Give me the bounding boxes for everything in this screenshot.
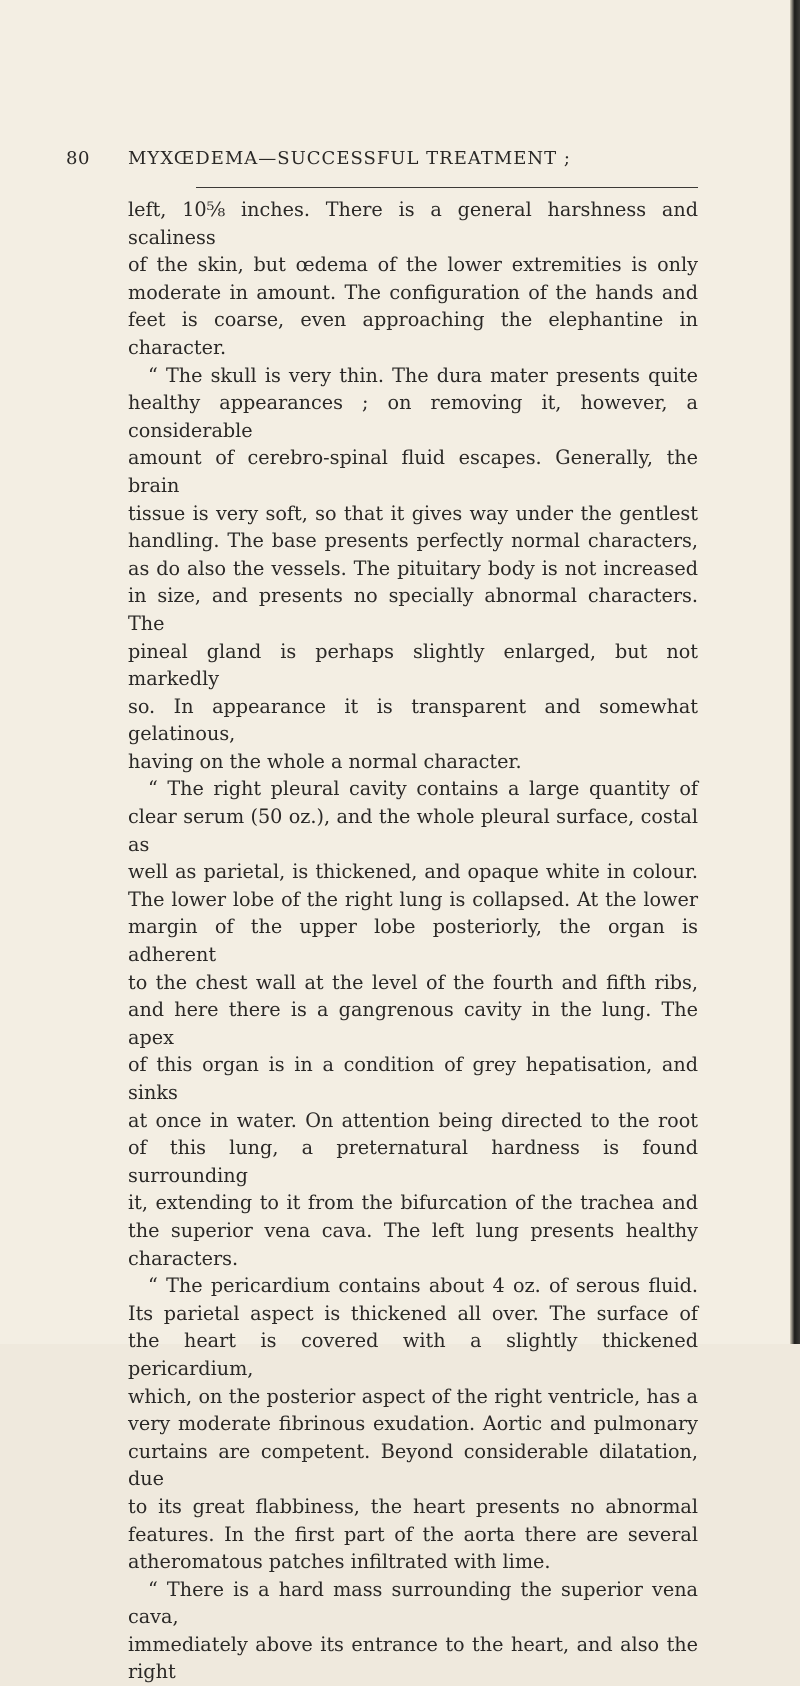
text-line: “ There is a hard mass surrounding the superior vena cava, [128,1577,698,1629]
text-line: feet is coarse, even approaching the elephantine in character. [128,308,698,359]
text-line: to the chest wall at the level of the fourth and fifth ribs, [128,970,698,994]
text-line: characters. [128,1246,239,1270]
page-edge [790,0,800,1344]
text-line: margin of the upper lobe posteriorly, the organ is adherent [128,915,698,967]
text-line: it, extending to it from the bifurcation of the trachea and [128,1191,698,1215]
text-line: features. In the first part of the aorta there are several [128,1522,698,1546]
text-line: atheromatous patches infiltrated with lime. [128,1550,551,1574]
text-line: as do also the vessels. The pituitary body is not increased [128,556,698,580]
running-head: MYXŒDEMA—SUCCESSFUL TREATMENT ; [128,148,571,169]
text-line: of this lung, a preternatural hardness is found surrounding [128,1136,698,1187]
text-line: clear serum (50 oz.), and the whole pleural surface, costal as [128,805,698,856]
page-number: 80 [66,148,90,169]
text-line: left, 10⅝ inches. There is a general harshness and scaliness [128,198,698,249]
text-line: so. In appearance it is transparent and somewhat gelatinous, [128,694,698,746]
body-text [128,196,698,1686]
text-line: “ The skull is very thin. The dura mater presents quite [148,363,698,387]
text-line: tissue is very soft, so that it gives way under the gentlest [128,501,698,525]
page-header [66,148,746,178]
text-line: and here there is a gangrenous cavity in the lung. The apex [128,998,698,1049]
text-line: at once in water. On attention being directed to the root [128,1108,698,1132]
text-line: having on the whole a normal character. [128,749,522,773]
text-line: very moderate fibrinous exudation. Aortic and pulmonary [128,1412,698,1436]
text-line: of the skin, but œdema of the lower extremities is only [128,253,698,277]
text-line: amount of cerebro-spinal fluid escapes. Generally, the brain [128,446,698,497]
text-line: the heart is covered with a slightly thickened pericardium, [128,1329,698,1380]
text-line: moderate in amount. The configuration of the hands and [128,280,698,304]
text-line: pineal gland is perhaps slightly enlarged, but not markedly [128,639,698,691]
text-line: immediately above its entrance to the heart, and also the right [128,1632,698,1684]
text-line: Its parietal aspect is thickened all over. The surface of [128,1301,698,1325]
text-line: of this organ is in a condition of grey hepatisation, and sinks [128,1053,698,1104]
text-line: The lower lobe of the right lung is collapsed. At the lower [128,887,698,911]
text-line: “ The pericardium contains about 4 oz. of serous fluid. [148,1274,698,1298]
header-rule [196,187,698,188]
text-line: healthy appearances ; on removing it, however, a considerable [128,391,698,442]
text-line: curtains are competent. Beyond considerable dilatation, due [128,1439,698,1491]
text-line: “ The right pleural cavity contains a large quantity of [148,777,698,801]
text-line: the superior vena cava. The left lung presents healthy [128,1218,698,1242]
text-line: well as parietal, is thickened, and opaque white in colour. [128,860,698,884]
text-line: to its great flabbiness, the heart presents no abnormal [128,1494,698,1518]
text-line: handling. The base presents perfectly normal characters, [128,529,698,553]
text-line: which, on the posterior aspect of the right ventricle, has a [128,1384,698,1408]
text-line: in size, and presents no specially abnormal characters. The [128,584,698,635]
